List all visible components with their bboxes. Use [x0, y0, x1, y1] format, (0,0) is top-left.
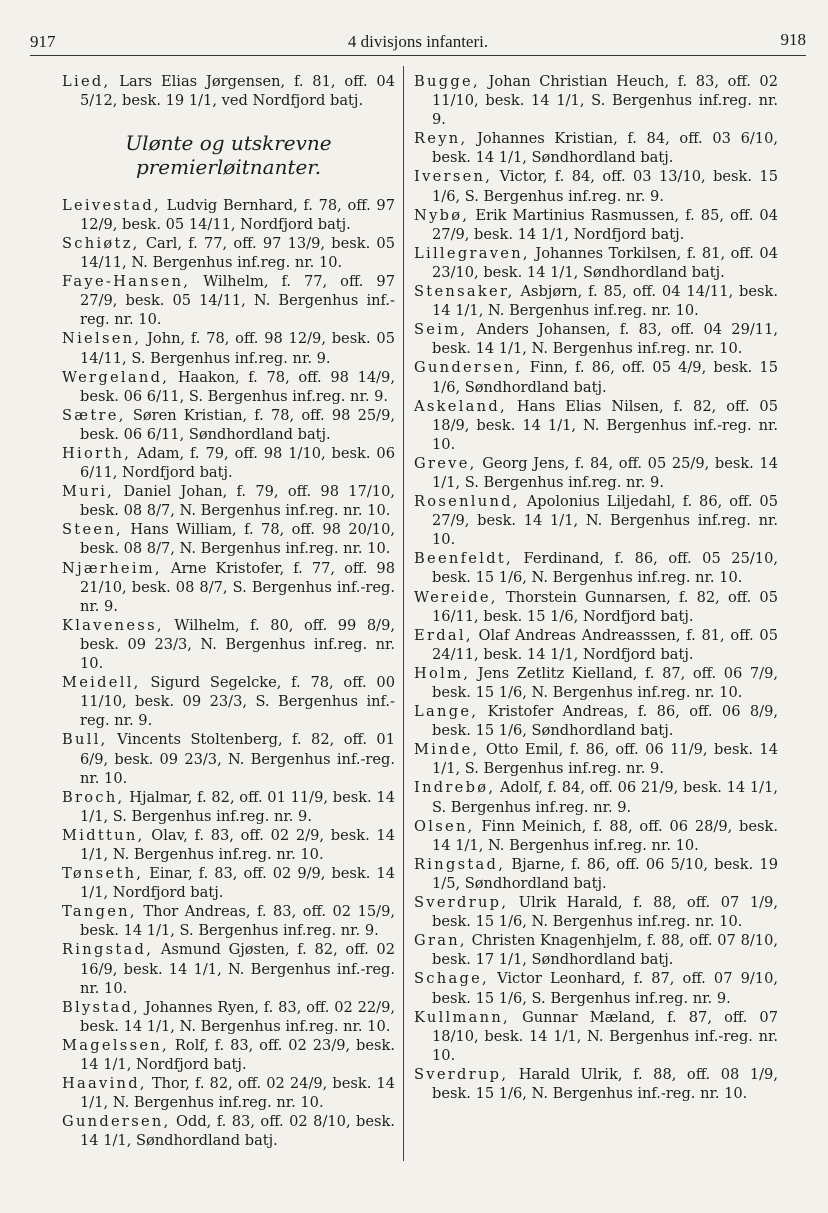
entry-surname: Haavind,	[62, 1075, 147, 1093]
entry-details: Johannes Torkilsen, f. 81, off. 04 23/10, besk. 14 1/1, Søndhordland batj.	[432, 244, 778, 281]
entry-surname: Beenfeldt,	[414, 550, 513, 568]
list-item	[414, 969, 778, 1007]
list-item	[414, 664, 778, 702]
list-item	[414, 817, 778, 855]
entry-surname: Gundersen,	[414, 359, 523, 377]
entry-surname: Minde,	[414, 741, 480, 759]
entry-surname: Klaveness,	[62, 616, 164, 634]
entry-surname: Lange,	[414, 703, 479, 721]
entry-surname: Muri,	[62, 483, 115, 501]
entry-surname: Holm,	[414, 664, 471, 682]
entry-details: Gunnar Mæland, f. 87, off. 07 18/10, besk. 14 1/1, N. Bergenhus inf.-reg. nr. 10.	[432, 1008, 778, 1064]
entry-surname: Lied,	[62, 73, 111, 90]
entry-surname: Faye-Hansen,	[62, 273, 191, 291]
list-item	[62, 902, 395, 940]
entry-surname: Wereide,	[414, 588, 498, 606]
entry-details: Søren Kristian, f. 78, off. 98 25/9, besk. 06 6/11, Søndhordland batj.	[80, 406, 395, 443]
list-item	[414, 1065, 778, 1103]
list-item	[62, 444, 395, 482]
entry-details: Asbjørn, f. 85, off. 04 14/11, besk. 14 1/1, N. Bergenhus inf.reg. nr. 10.	[432, 283, 778, 320]
entry-details: Arne Kristofer, f. 77, off. 98 21/10, besk. 08 8/7, S. Bergenhus inf.-reg. nr. 9.	[80, 559, 395, 615]
entry-details: Kristofer Andreas, f. 86, off. 06 8/9, besk. 15 1/6, Søndhordland batj.	[432, 703, 778, 740]
entry-surname: Lillegraven,	[414, 244, 530, 262]
list-item	[414, 702, 778, 740]
list-item	[414, 320, 778, 358]
entry-surname: Njærheim,	[62, 559, 162, 577]
right-column	[414, 72, 778, 1103]
entry-surname: Kullmann,	[414, 1008, 510, 1026]
entry-details: Victor, f. 84, off. 03 13/10, besk. 15 1/6, S. Bergenhus inf.reg. nr. 9.	[432, 168, 778, 205]
entry-details: Johannes Kristian, f. 84, off. 03 6/10, besk. 14 1/1, Søndhordland batj.	[432, 130, 778, 167]
list-item	[414, 282, 778, 320]
entry-details: Erik Martinius Rasmussen, f. 85, off. 04 27/9, besk. 14 1/1, Nordfjord batj.	[432, 206, 778, 243]
list-item	[62, 1036, 395, 1074]
entry-details: Harald Ulrik, f. 88, off. 08 1/9, besk. 15 1/6, N. Bergenhus inf.-reg. nr. 10.	[432, 1065, 778, 1102]
list-item	[414, 358, 778, 396]
page-header	[30, 30, 806, 56]
entry-details: Odd, f. 83, off. 02 8/10, besk. 14 1/1, Søndhordland batj.	[80, 1113, 395, 1150]
entry-surname: Midttun,	[62, 826, 145, 844]
entry-details: Christen Knagenhjelm, f. 88, off. 07 8/10, besk. 17 1/1, Søndhordland batj.	[432, 932, 778, 969]
list-item	[414, 397, 778, 454]
entry-surname: Stensaker,	[414, 283, 515, 301]
entry-details: Rolf, f. 83, off. 02 23/9, besk. 14 1/1, Nordfjord batj.	[80, 1036, 395, 1073]
entry-surname: Schiøtz,	[62, 234, 140, 252]
list-item	[62, 1074, 395, 1112]
list-item	[62, 272, 395, 329]
list-item	[62, 616, 395, 673]
entry-details: Hjalmar, f. 82, off. 01 11/9, besk. 14 1/1, S. Bergenhus inf.reg. nr. 9.	[80, 788, 395, 825]
entry-details: Asmund Gjøsten, f. 82, off. 02 16/9, besk. 14 1/1, N. Bergenhus inf.-reg. nr. 10.	[80, 941, 395, 997]
entry-details: Hans William, f. 78, off. 98 20/10, besk. 08 8/7, N. Bergenhus inf.reg. nr. 10.	[80, 521, 395, 558]
entry-details: Victor Leonhard, f. 87, off. 07 9/10, besk. 15 1/6, S. Bergenhus inf.reg. nr. 9.	[432, 970, 778, 1007]
list-item	[414, 588, 778, 626]
list-item	[62, 196, 395, 234]
entry-surname: Greve,	[414, 454, 477, 472]
entry-details: Olav, f. 83, off. 02 2/9, besk. 14 1/1, N. Bergenhus inf.reg. nr. 10.	[80, 826, 395, 863]
entry-surname: Indrebø,	[414, 779, 496, 797]
entry-details: Ferdinand, f. 86, off. 05 25/10, besk. 15 1/6, N. Bergenhus inf.reg. nr. 10.	[432, 550, 778, 587]
entry-surname: Rosenlund,	[414, 493, 520, 511]
list-item	[62, 329, 395, 367]
list-item	[62, 998, 395, 1036]
entry-surname: Tangen,	[62, 903, 137, 921]
entry-details: Haakon, f. 78, off. 98 14/9, besk. 06 6/11, S. Bergenhus inf.reg. nr. 9.	[80, 368, 395, 405]
entry-details: Otto Emil, f. 86, off. 06 11/9, besk. 14 1/1, S. Bergenhus inf.reg. nr. 9.	[432, 741, 778, 778]
entry-details: Adolf, f. 84, off. 06 21/9, besk. 14 1/1, S. Bergenhus inf.reg. nr. 9.	[432, 779, 778, 816]
entry-surname: Meidell,	[62, 674, 141, 692]
entry-surname: Erdal,	[414, 626, 473, 644]
list-item	[414, 129, 778, 167]
list-item	[62, 234, 395, 272]
entry-surname: Ringstad,	[62, 941, 154, 959]
entry-surname: Broch,	[62, 788, 125, 806]
entry-surname: Nybø,	[414, 206, 470, 224]
entry-details: Einar, f. 83, off. 02 9/9, besk. 14 1/1, Nordfjord batj.	[80, 865, 395, 902]
entry-details: Johan Christian Heuch, f. 83, off. 02 11/10, besk. 14 1/1, S. Bergenhus inf.reg. nr. 9.	[432, 73, 778, 129]
entry-details: Ludvig Bernhard, f. 78, off. 97 12/9, besk. 05 14/11, Nordfjord batj.	[80, 196, 395, 233]
list-item	[62, 788, 395, 826]
entry-surname: Seim,	[414, 321, 468, 339]
entry-details: Anders Johansen, f. 83, off. 04 29/11, besk. 14 1/1, N. Bergenhus inf.reg. nr. 10.	[432, 321, 778, 358]
entry-details: John, f. 78, off. 98 12/9, besk. 05 14/11, S. Bergenhus inf.reg. nr. 9.	[80, 330, 395, 367]
list-item	[414, 492, 778, 549]
list-item	[414, 893, 778, 931]
list-item	[62, 368, 395, 406]
list-item	[414, 206, 778, 244]
entry-details: Carl, f. 77, off. 97 13/9, besk. 05 14/11, N. Bergenhus inf.reg. nr. 10.	[80, 234, 395, 272]
entry-details: Adam, f. 79, off. 98 1/10, besk. 06 6/11, Nordfjord batj.	[80, 445, 395, 482]
entry-surname: Steen,	[62, 521, 123, 539]
section-heading: Ulønte og utskrevne premierløitnanter.	[125, 131, 332, 179]
list-item	[414, 1008, 778, 1065]
entry-details: Daniel Johan, f. 79, off. 98 17/10, besk. 08 8/7, N. Bergenhus inf.reg. nr. 10.	[80, 483, 395, 520]
entry-details: Apolonius Liljedahl, f. 86, off. 05 27/9, besk. 14 1/1, N. Bergenhus inf.reg. nr. 10.	[432, 493, 778, 549]
entry-details: Johannes Ryen, f. 83, off. 02 22/9, besk. 14 1/1, N. Bergenhus inf.reg. nr. 10.	[80, 998, 395, 1035]
entry-surname: Blystad,	[62, 998, 141, 1016]
left-entry-list	[62, 196, 395, 1151]
list-item	[414, 626, 778, 664]
entry-surname: Tønseth,	[62, 865, 144, 883]
entry-details: Thor, f. 82, off. 02 24/9, besk. 14 1/1, N. Bergenhus inf.reg. nr. 10.	[80, 1075, 395, 1112]
entry-surname: Gran,	[414, 932, 467, 950]
entry-details: Bjarne, f. 86, off. 06 5/10, besk. 19 1/5, Søndhordland batj.	[432, 855, 778, 892]
entry-details: Ulrik Harald, f. 88, off. 07 1/9, besk. 15 1/6, N. Bergenhus inf.reg. nr. 10.	[432, 894, 778, 931]
entry-details: Thor Andreas, f. 83, off. 02 15/9, besk. 14 1/1, S. Bergenhus inf.reg. nr. 9.	[80, 903, 395, 940]
running-title: 4 divisjons infanteri.	[347, 32, 489, 51]
entry-surname: Reyn,	[414, 130, 468, 148]
list-item	[414, 855, 778, 893]
list-item	[414, 549, 778, 587]
entry-surname: Magelssen,	[62, 1036, 169, 1054]
list-item	[62, 1112, 395, 1150]
page-number-left: 917	[30, 32, 56, 51]
entry-surname: Bugge,	[414, 73, 480, 90]
page-number-right: 918	[780, 30, 806, 49]
list-item	[414, 740, 778, 778]
entry-details: Olaf Andreas Andreasssen, f. 81, off. 05 24/11, besk. 14 1/1, Nordfjord batj.	[432, 626, 778, 663]
list-item	[62, 520, 395, 558]
list-item	[414, 778, 778, 816]
entry-details: Thorstein Gunnarsen, f. 82, off. 05 16/11, besk. 15 1/6, Nordfjord batj.	[432, 588, 778, 625]
list-item	[62, 864, 395, 902]
list-item	[62, 673, 395, 730]
list-item	[414, 244, 778, 282]
list-item	[62, 72, 395, 110]
column-divider	[403, 66, 404, 1161]
entry-details: Sigurd Segelcke, f. 78, off. 00 11/10, besk. 09 23/3, S. Bergenhus inf.-reg. nr. 9.	[80, 674, 395, 730]
list-item	[414, 72, 778, 129]
entry-details: Vincents Stoltenberg, f. 82, off. 01 6/9, besk. 09 23/3, N. Bergenhus inf.-reg. nr. 10.	[80, 731, 395, 787]
list-item	[414, 167, 778, 205]
entry-surname: Iversen,	[414, 168, 493, 186]
entry-details: Wilhelm, f. 77, off. 97 27/9, besk. 05 14/11, N. Bergenhus inf.-reg. nr. 10.	[80, 273, 395, 329]
entry-details: Finn, f. 86, off. 05 4/9, besk. 15 1/6, Søndhordland batj.	[432, 359, 778, 396]
entry-surname: Sverdrup,	[414, 894, 509, 912]
intro-entries	[62, 72, 395, 110]
list-item	[62, 559, 395, 616]
entry-surname: Bull,	[62, 731, 108, 749]
list-item	[62, 826, 395, 864]
entry-details: Finn Meinich, f. 88, off. 06 28/9, besk. 14 1/1, N. Bergenhus inf.reg. nr. 10.	[432, 817, 778, 854]
header-rule	[30, 55, 806, 56]
entry-surname: Schage,	[414, 970, 489, 988]
entry-surname: Olsen,	[414, 817, 475, 835]
entry-details: Lars Elias Jørgensen, f. 81, off. 04 5/12, besk. 19 1/1, ved Nordfjord batj.	[80, 73, 395, 110]
entry-surname: Hiorth,	[62, 445, 132, 462]
list-item	[62, 482, 395, 520]
entry-details: Wilhelm, f. 80, off. 99 8/9, besk. 09 23/3, N. Bergenhus inf.reg. nr. 10.	[80, 616, 395, 673]
list-item	[62, 730, 395, 787]
entry-surname: Wergeland,	[62, 368, 170, 386]
list-item	[62, 940, 395, 997]
entry-surname: Askeland,	[414, 397, 507, 415]
entry-details: Hans Elias Nilsen, f. 82, off. 05 18/9, besk. 14 1/1, N. Bergenhus inf.-reg. nr. 10.	[432, 397, 778, 453]
list-item	[414, 454, 778, 492]
left-column	[62, 72, 395, 1150]
entry-surname: Leivestad,	[62, 196, 161, 214]
entry-surname: Nielsen,	[62, 330, 142, 348]
entry-surname: Gundersen,	[62, 1113, 171, 1131]
entry-details: Georg Jens, f. 84, off. 05 25/9, besk. 14 1/1, S. Bergenhus inf.reg. nr. 9.	[432, 454, 778, 491]
entry-surname: Sætre,	[62, 406, 126, 424]
entry-surname: Sverdrup,	[414, 1065, 509, 1083]
right-entry-list	[414, 72, 778, 1103]
list-item	[62, 406, 395, 444]
entry-surname: Ringstad,	[414, 855, 506, 873]
list-item	[414, 931, 778, 969]
entry-details: Jens Zetlitz Kielland, f. 87, off. 06 7/9, besk. 15 1/6, N. Bergenhus inf.reg. nr. 10.	[432, 664, 778, 701]
